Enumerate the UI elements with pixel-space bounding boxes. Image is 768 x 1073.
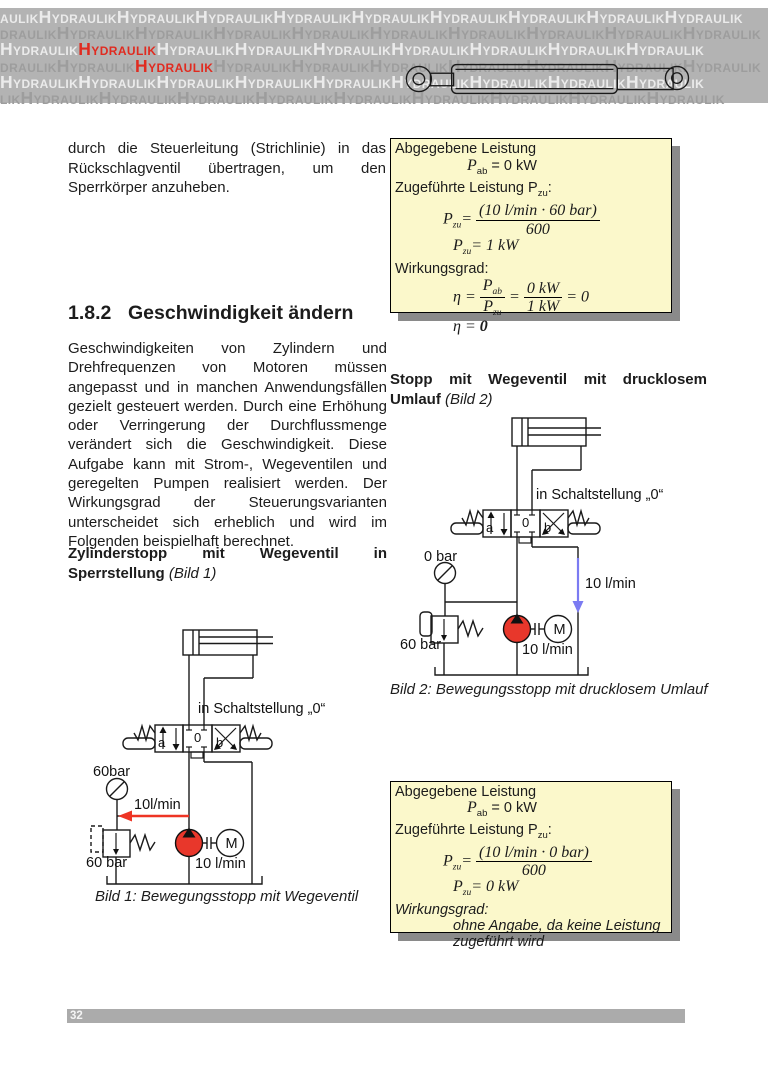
relief-valve-symbol xyxy=(91,826,155,857)
cylinder-symbol xyxy=(512,418,601,446)
wordmark-word: Hydraulik xyxy=(38,7,117,27)
figure2-heading-bold: Stopp mit Wegeventil mit drucklosem Umlauf xyxy=(390,371,707,408)
efficiency-note-line1: ohne Angabe, da keine Leistung xyxy=(453,917,661,934)
power-calculation-box-1 xyxy=(390,138,672,335)
cylinder-body xyxy=(406,65,688,94)
valve-position-a: a xyxy=(158,735,166,750)
intro-paragraph: durch die Steuerleitung (Strichlinie) in das Rückschlagventil übertragen, um den Sperrkörper anzuheben. xyxy=(68,140,386,196)
wordmark-word: Hydraulik xyxy=(255,88,334,109)
flow-arrow-label: 10 l/min xyxy=(585,576,636,592)
motor-letter: M xyxy=(225,836,238,852)
wordmark-word: Hydraulik xyxy=(0,71,79,92)
fraction: $\frac{0 kW}{1 kW}$ xyxy=(524,280,562,316)
directional-valve-symbol xyxy=(123,725,272,758)
figure2-caption: Bild 2: Bewegungsstopp mit drucklosem Umlauf xyxy=(390,681,708,698)
wordmark-word: Hydraulik xyxy=(56,23,136,44)
wordmark-word: Hydraulik xyxy=(273,7,352,27)
fraction: $\frac{P_{ab}}{P_{zu}}$ xyxy=(480,277,505,319)
wordmark-word: Hydraulik xyxy=(20,88,99,109)
wordmark-fragment: draulik xyxy=(0,23,57,44)
efficiency-note-line2: zugeführt wird xyxy=(453,933,545,950)
figure1-hydraulic-schematic xyxy=(60,600,390,890)
wordmark-word: Hydraulik xyxy=(234,71,313,92)
figure2-hydraulic-schematic xyxy=(388,400,708,685)
output-power-value: $P_{ab} = 0$ kW xyxy=(467,799,537,819)
page-footer-bar xyxy=(67,1009,685,1023)
wordmark-word: Hydraulik xyxy=(682,55,762,76)
wordmark-word: Hydraulik xyxy=(604,23,683,44)
wordmark-word: Hydraulik xyxy=(156,71,235,92)
figure1-heading-bold: Zylinderstopp mit Wegeventil in Sperrstellung xyxy=(68,545,387,582)
wordmark-word: Hydraulik xyxy=(626,71,705,92)
efficiency-result: η = 0 xyxy=(453,317,488,335)
wordmark-word: Hydraulik xyxy=(547,71,626,92)
switch-position-label: in Schaltstellung „0“ xyxy=(198,701,326,717)
input-power-formula: $P_{zu}=$ $\frac{\text{(10 l/min · 0 bar)}}{600}$ xyxy=(395,844,667,880)
header-banner xyxy=(0,7,768,109)
wordmark-word: Hydraulik xyxy=(135,23,214,44)
motor-symbol xyxy=(545,616,572,643)
pump-symbol xyxy=(504,614,545,643)
wordmark-word: Hydraulik xyxy=(78,71,157,92)
fraction: $\frac{\text{(10 l/min · 0 bar)}}{600}$ xyxy=(476,844,592,880)
wordmark-word: Hydraulik xyxy=(411,88,491,109)
cylinder-symbol xyxy=(183,630,273,655)
wordmark-word: Hydraulik xyxy=(213,55,292,76)
hydraulic-cylinder-photo xyxy=(398,53,694,105)
wordmark-word: Hydraulik xyxy=(586,7,665,27)
wordmark-word: Hydraulik xyxy=(526,23,605,44)
section-title: Geschwindigkeit ändern xyxy=(128,302,354,324)
pressure-gauge-symbol xyxy=(107,779,128,800)
wordmark-word: Hydraulik xyxy=(98,88,178,109)
output-power-value: $P_{ab} = 0$ kW xyxy=(467,156,537,177)
output-power-label: Abgegebene Leistung xyxy=(395,141,537,157)
wordmark-word: Hydraulik xyxy=(369,55,449,76)
wordmark-fragment: draulik xyxy=(0,55,57,76)
gauge-label: 60bar xyxy=(93,764,131,780)
efficiency-label: Wirkungsgrad: xyxy=(395,260,489,277)
figure1-caption: Bild 1: Bewegungsstopp mit Wegeventil xyxy=(95,888,359,905)
wordmark-word: Hydraulik xyxy=(234,39,313,60)
wordmark-word: Hydraulik xyxy=(490,88,569,109)
wordmark-fragment: aulik xyxy=(0,7,39,27)
wordmark-word: Hydraulik xyxy=(313,71,392,92)
input-power-result: $P_{zu}= 1$ kW xyxy=(453,236,519,257)
wordmark-word: Hydraulik xyxy=(448,55,527,76)
flow-arrow-blue xyxy=(573,558,584,613)
wordmark-word: Hydraulik xyxy=(429,7,509,27)
input-power-label: Zugeführte Leistung $P_{zu}$: xyxy=(395,821,552,841)
wordmark-word: Hydraulik xyxy=(526,55,605,76)
wordmark-accent: Hydraulik xyxy=(135,55,214,76)
relief-valve-label: 60 bar xyxy=(400,637,442,653)
pump-flow-label: 10 l/min xyxy=(195,856,246,872)
wordmark-word: Hydraulik xyxy=(448,23,527,44)
wordmark-word: Hydraulik xyxy=(604,55,683,76)
input-power-result: $P_{zu}= 0$ kW xyxy=(453,878,519,899)
pump-symbol xyxy=(176,828,217,857)
valve-position-0: 0 xyxy=(522,515,530,530)
pressure-gauge-symbol xyxy=(435,563,456,584)
power-calculation-box-2 xyxy=(390,781,672,950)
wordmark-word: Hydraulik xyxy=(0,39,79,60)
body-paragraph: Geschwindigkeiten von Zylindern und Drehfrequenzen von Motoren müssen angepasst und in manchen Anwendungsfällen gezielt gesteuert werden. Durch eine Erhöhung oder Verringerung der Durchflussmenge verändert sich die Geschwindigkeit. Diese Aufgabe kann mit Strom-, Wegeventilen und geregelten Pumpen realisiert werden. Der Wirkungsgrad der Steuerungsvarianten unterscheidet sich erheblich und wird im Folgenden beispielhaft berechnet. xyxy=(68,340,387,550)
fraction: $\frac{\text{(10 l/min · 60 bar)}}{600}$ xyxy=(476,202,600,238)
wordmark-word: Hydraulik xyxy=(291,55,370,76)
wordmark-word: Hydraulik xyxy=(508,7,587,27)
wordmark-accent: Hydraulik xyxy=(78,39,157,60)
wordmark-word: Hydraulik xyxy=(195,7,274,27)
wordmark-word: Hydraulik xyxy=(646,88,725,109)
wordmark-word: Hydraulik xyxy=(213,23,292,44)
figure1-heading xyxy=(68,544,387,583)
pump-flow-label: 10 l/min xyxy=(522,642,573,658)
motor-letter: M xyxy=(553,622,566,638)
directional-valve-symbol xyxy=(451,510,600,543)
wordmark-word: Hydraulik xyxy=(291,23,370,44)
valve-position-a: a xyxy=(486,520,494,535)
tank-line xyxy=(435,667,588,675)
wordmark-word: Hydraulik xyxy=(626,39,705,60)
relief-valve-label: 60 bar xyxy=(86,855,128,871)
input-power-label: Zugeführte Leistung $P_{zu}$: xyxy=(395,179,552,199)
wordmark-word: Hydraulik xyxy=(568,88,647,109)
tank-line xyxy=(107,876,262,884)
output-power-label: Abgegebene Leistung xyxy=(395,784,537,800)
wordmark-word: Hydraulik xyxy=(391,39,470,60)
wordmark-word: Hydraulik xyxy=(116,7,196,27)
valve-position-b: b xyxy=(544,520,552,535)
input-power-formula: $P_{zu}=$ $\frac{\text{(10 l/min · 60 bar)}}{600}$ xyxy=(395,202,667,238)
wordmark-word: Hydraulik xyxy=(664,7,743,27)
wordmark-word: Hydraulik xyxy=(391,71,470,92)
wordmark-word: Hydraulik xyxy=(682,23,762,44)
wordmark-fragment: lik xyxy=(0,88,21,109)
wordmark-word: Hydraulik xyxy=(351,7,430,27)
section-heading xyxy=(68,302,353,325)
section-number: 1.8.2 xyxy=(68,302,112,324)
wordmark-word: Hydraulik xyxy=(333,88,412,109)
wordmark-word: Hydraulik xyxy=(156,39,235,60)
wordmark-word: Hydraulik xyxy=(313,39,392,60)
figure1-heading-ref: (Bild 1) xyxy=(168,564,217,582)
wordmark-word: Hydraulik xyxy=(469,71,548,92)
wordmark-word: Hydraulik xyxy=(369,23,449,44)
valve-position-b: b xyxy=(216,735,224,750)
wordmark-word: Hydraulik xyxy=(547,39,626,60)
wordmark-word: Hydraulik xyxy=(56,55,136,76)
valve-position-0: 0 xyxy=(194,730,202,745)
motor-symbol xyxy=(217,830,244,857)
wordmark-word: Hydraulik xyxy=(177,88,256,109)
figure2-heading-ref: (Bild 2) xyxy=(445,390,493,408)
page-number: 32 xyxy=(70,1010,83,1022)
flow-arrow-label: 10l/min xyxy=(134,797,181,813)
gauge-label: 0 bar xyxy=(424,549,458,565)
efficiency-formula: η = $\frac{P_{ab}}{P_{zu}}$ = $\frac{0 kW}{1 kW}$ = 0 xyxy=(453,277,590,319)
efficiency-label: Wirkungsgrad: xyxy=(395,901,489,918)
wordmark-word: Hydraulik xyxy=(469,39,548,60)
switch-position-label: in Schaltstellung „0“ xyxy=(536,487,664,503)
